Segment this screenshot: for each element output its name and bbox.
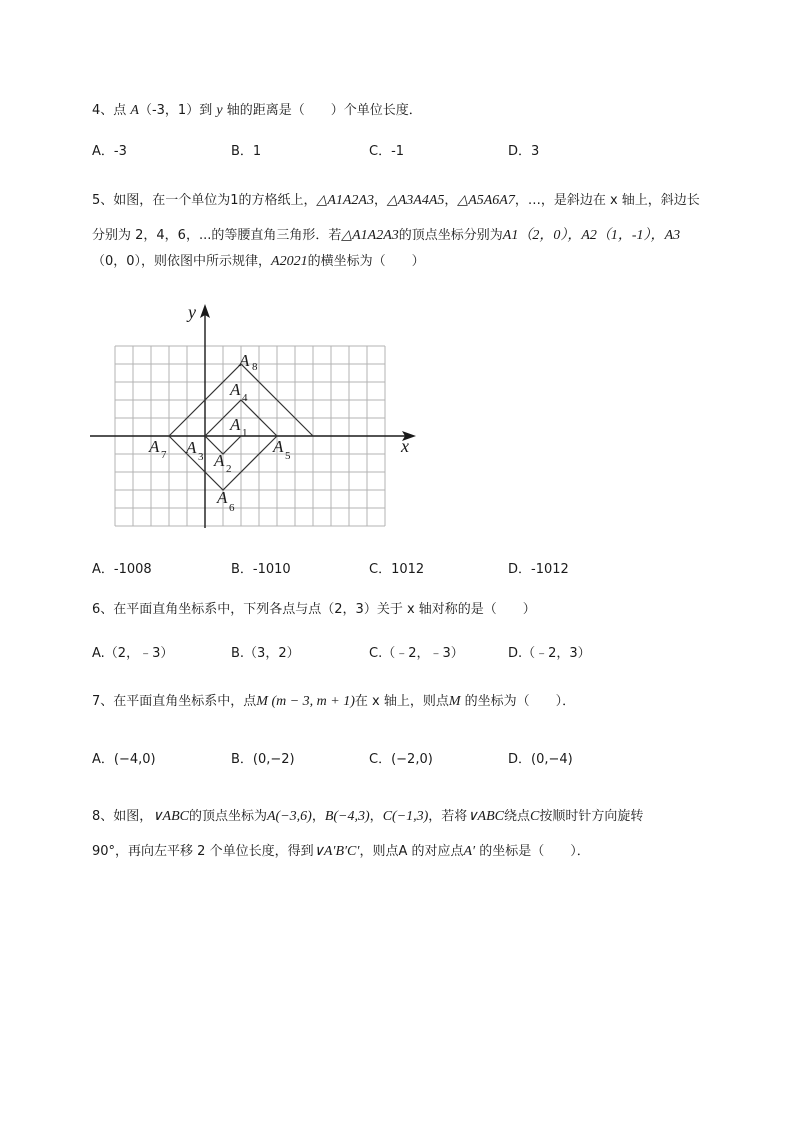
svg-text:A: A [186,438,197,457]
svg-text:4: 4 [242,392,248,404]
q7-option-d[interactable]: D．(0,−4) [508,752,573,767]
svg-text:3: 3 [198,451,204,463]
q7-option-b[interactable]: B．(0,−2) [231,752,295,767]
q5-stem-line2: 分别为 2，4，6，...的等腰直角三角形．若△A1A2A3的顶点坐标分别为A1（2，0），A2（1，-1），A3 [92,228,681,243]
q6-stem: 6、在平面直角坐标系中，下列各点与点（2，3）关于 x 轴对称的是（ ） [92,602,536,617]
y-axis-label: y [188,302,196,322]
svg-text:8: 8 [252,361,258,373]
q4-option-b[interactable]: B．1 [231,144,262,159]
svg-text:A: A [239,351,250,370]
point-label-a2 [213,451,232,475]
q6-option-b[interactable]: B.（3，2） [231,646,300,661]
q5-stem-line3: （0，0），则依图中所示规律，A2021的横坐标为（ ） [92,254,425,269]
q5-option-d[interactable]: D．-1012 [508,562,569,577]
svg-text:A: A [217,488,228,507]
svg-text:A: A [149,437,160,456]
svg-text:A: A [230,415,241,434]
q5-option-a[interactable]: A．-1008 [92,562,152,577]
q4-option-a[interactable]: A．-3 [92,144,127,159]
svg-text:7: 7 [161,449,167,461]
svg-text:2: 2 [226,463,232,475]
q4-option-d[interactable]: D．3 [508,144,540,159]
q8-stem-line2: 90°，再向左平移 2 个单位长度，得到∨A′B′C′，则点A 的对应点A′ 的坐标是（ ）． [92,844,590,859]
q8-stem-line1: 8、如图，∨ABC的顶点坐标为A(−3,6)，B(−4,3)，C(−1,3)，若将∨ABC绕点C按顺时针方向旋转 [92,809,644,824]
svg-text:5: 5 [285,450,291,462]
point-label-a6 [216,488,235,514]
q6-option-d[interactable]: D.（﹣2，3） [508,646,591,661]
point-label-a8 [238,351,258,373]
q6-option-a[interactable]: A.（2，﹣3） [92,646,174,661]
svg-text:A: A [273,437,284,456]
q5-coordinate-figure [90,300,420,535]
x-axis-label: x [401,436,409,456]
q7-option-c[interactable]: C．(−2,0) [369,752,433,767]
q5-option-b[interactable]: B．-1010 [231,562,291,577]
q5-stem-line1: 5、如图，在一个单位为1的方格纸上，△A1A2A3，△A3A4A5，△A5A6A7，…，是斜边在 x 轴上，斜边长 [92,193,700,208]
svg-text:A: A [230,380,241,399]
svg-text:6: 6 [229,502,235,514]
point-label-a3 [185,438,204,463]
q4-stem: 4、点 A（-3，1）到 y 轴的距离是（ ）个单位长度． [92,103,422,118]
svg-text:1: 1 [242,427,248,439]
q7-option-a[interactable]: A．(−4,0) [92,752,156,767]
q5-option-c[interactable]: C．1012 [369,562,425,577]
q7-stem: 7、在平面直角坐标系中，点M (m − 3, m + 1)在 x 轴上，则点M 的坐标为（ ）． [92,694,576,709]
svg-text:A: A [214,451,225,470]
point-label-a5 [272,437,291,462]
q4-option-c[interactable]: C．-1 [369,144,405,159]
q6-option-c[interactable]: C.（﹣2，﹣3） [369,646,464,661]
